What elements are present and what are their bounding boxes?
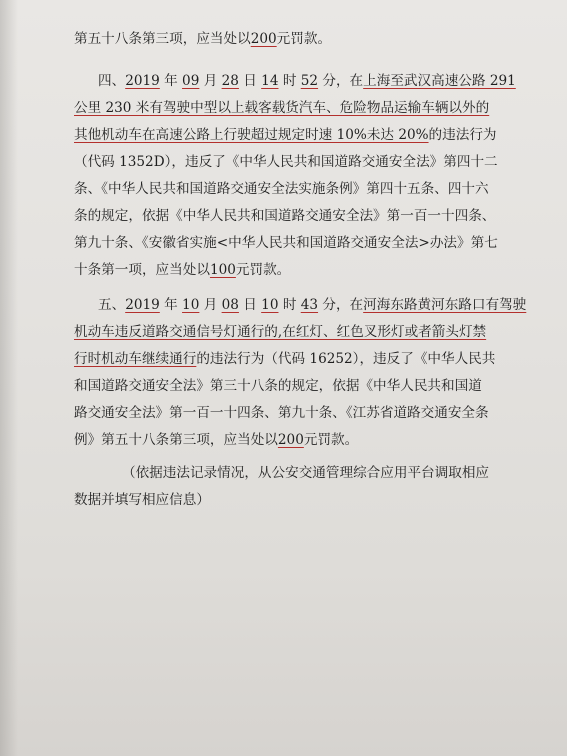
- text-segment: 分，在: [322, 297, 364, 313]
- text-segment: 年: [164, 73, 178, 89]
- text-segment: 分，在: [322, 73, 364, 89]
- text-segment: 元罚款。: [276, 31, 332, 47]
- text-line: [74, 30, 567, 48]
- item5-line2: [74, 323, 567, 341]
- item4-line2: [74, 99, 567, 117]
- item5-line3: [74, 350, 567, 368]
- text-segment: 日: [243, 297, 257, 313]
- year-value: 2019: [125, 73, 160, 89]
- item-number: 四、: [98, 73, 126, 89]
- text-segment: 年: [164, 297, 178, 313]
- item4-line1: [98, 72, 567, 90]
- page-shadow: [0, 0, 18, 756]
- violation-text: 其他机动车在高速公路上行驶超过规定时速 10%未达 20%: [74, 127, 429, 143]
- item5-line5: 路交通安全法》第一百一十四条、第九十条、《江苏省道路交通安全条: [74, 405, 489, 421]
- fine-amount: 200: [250, 31, 277, 47]
- item4-line4: （代码 1352D），违反了《中华人民共和国道路交通安全法》第四十二: [74, 154, 498, 170]
- location-value: 公里 230 米: [74, 100, 150, 116]
- item4-line6: 条的规定，依据《中华人民共和国道路交通安全法》第一百一十四条、: [74, 208, 496, 224]
- day-value: 08: [221, 297, 239, 313]
- text-segment: 第五十八条第三项，应当处以: [74, 31, 251, 47]
- location-value: 河海东路黄河东路口: [363, 297, 486, 313]
- note-line2: 数据并填写相应信息）: [74, 492, 210, 508]
- text-segment: 的违法行为: [428, 127, 497, 143]
- item4-line7: 第九十条、《安徽省实施<中华人民共和国道路交通安全法>办法》第七: [74, 235, 498, 251]
- item4-line3: [74, 126, 567, 144]
- item5-line4: 和国道路交通安全法》第三十八条的规定，依据《中华人民共和国道: [74, 378, 482, 394]
- note-line1: （依据违法记录情况，从公安交通管理综合应用平台调取相应: [122, 465, 490, 481]
- month-value: 09: [182, 73, 200, 89]
- violation-text: 有驾驶中型以上载客载货汽车、危险物品运输车辆以外的: [149, 100, 490, 116]
- violation-text: 有驾驶: [485, 297, 527, 313]
- hour-value: 10: [261, 297, 279, 313]
- text-segment: 元罚款。: [235, 262, 291, 278]
- text-segment: 时: [282, 297, 297, 313]
- text-segment: 十条第一项，应当处以: [74, 262, 210, 278]
- day-value: 28: [221, 73, 239, 89]
- text-segment: 时: [282, 73, 297, 89]
- fine-amount: 200: [277, 432, 304, 448]
- text-segment: 日: [243, 73, 257, 89]
- violation-text: 机动车违反道路交通信号灯通行的,在红灯、红色叉形灯或者箭头灯禁: [74, 324, 487, 340]
- item4-line8: [74, 261, 567, 279]
- location-value: 上海至武汉高速公路 291: [363, 73, 516, 89]
- text-segment: 的违法行为（代码 16252），违反了《中华人民共: [196, 351, 496, 367]
- text-segment: 元罚款。: [303, 432, 359, 448]
- item5-line1: [98, 296, 567, 314]
- hour-value: 14: [261, 73, 279, 89]
- violation-text: 行时机动车继续通行: [74, 351, 197, 367]
- minute-value: 43: [300, 297, 319, 313]
- fine-amount: 100: [209, 262, 236, 278]
- item5-line6: [74, 431, 567, 449]
- text-segment: 月: [203, 297, 218, 313]
- text-segment: 月: [203, 73, 218, 89]
- year-value: 2019: [125, 297, 160, 313]
- text-segment: 例》第五十八条第三项，应当处以: [74, 432, 278, 448]
- item-number: 五、: [98, 297, 126, 313]
- item4-line5: 条、《中华人民共和国道路交通安全法实施条例》第四十五条、四十六: [74, 181, 489, 197]
- minute-value: 52: [300, 73, 319, 89]
- month-value: 10: [182, 297, 200, 313]
